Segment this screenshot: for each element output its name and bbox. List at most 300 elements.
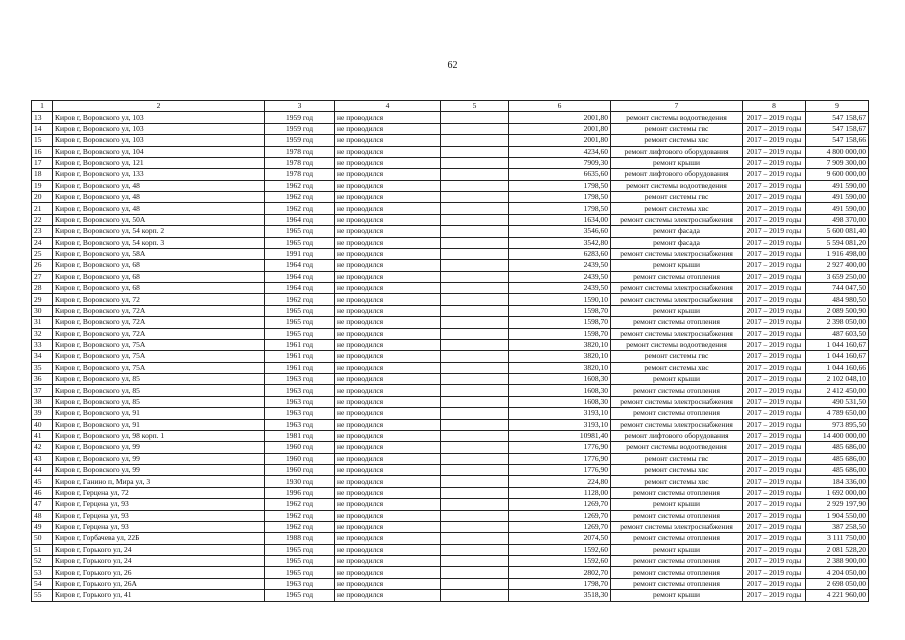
year-built-cell: 1960 год: [265, 453, 335, 464]
area-cell: 2074,50: [509, 533, 611, 544]
area-cell: 6283,60: [509, 248, 611, 259]
row-number-cell: 44: [32, 465, 53, 476]
table-row: [32, 192, 869, 203]
area-cell: 2001,80: [509, 123, 611, 134]
year-built-cell: 1978 год: [265, 169, 335, 180]
column-header: 4: [335, 101, 441, 112]
address-cell: Киров г, Герцена ул, 93: [53, 510, 265, 521]
address-cell: Киров г, Воровского ул, 75А: [53, 339, 265, 350]
address-cell: Киров г, Горького ул, 24: [53, 544, 265, 555]
cost-cell: 2 388 900,00: [806, 556, 869, 567]
address-cell: Киров г, Горького ул, 26: [53, 567, 265, 578]
cost-cell: 4 221 960,00: [806, 590, 869, 601]
table-row: [32, 157, 869, 168]
address-cell: Киров г, Воровского ул, 72А: [53, 317, 265, 328]
empty-cell: [441, 521, 509, 532]
year-built-cell: 1962 год: [265, 510, 335, 521]
table-row: [32, 362, 869, 373]
work-type-cell: ремонт системы хвс: [611, 465, 743, 476]
cost-cell: 1 044 160,66: [806, 362, 869, 373]
area-cell: 2802,70: [509, 567, 611, 578]
work-type-cell: ремонт системы водоотведения: [611, 180, 743, 191]
empty-cell: [441, 214, 509, 225]
period-cell: 2017 – 2019 годы: [743, 351, 806, 362]
cost-cell: 1 916 498,00: [806, 248, 869, 259]
row-number-cell: 15: [32, 135, 53, 146]
last-repair-cell: не проводился: [335, 169, 441, 180]
last-repair-cell: не проводился: [335, 465, 441, 476]
address-cell: Киров г, Воровского ул, 103: [53, 112, 265, 123]
work-type-cell: ремонт системы отопления: [611, 578, 743, 589]
empty-cell: [441, 351, 509, 362]
last-repair-cell: не проводился: [335, 305, 441, 316]
work-type-cell: ремонт системы электроснабжения: [611, 248, 743, 259]
work-type-cell: ремонт крыши: [611, 260, 743, 271]
period-cell: 2017 – 2019 годы: [743, 112, 806, 123]
table-row: [32, 396, 869, 407]
period-cell: 2017 – 2019 годы: [743, 385, 806, 396]
table-row: [32, 283, 869, 294]
cost-cell: 485 686,00: [806, 442, 869, 453]
row-number-cell: 48: [32, 510, 53, 521]
empty-cell: [441, 487, 509, 498]
address-cell: Киров г, Воровского ул, 75А: [53, 362, 265, 373]
address-cell: Киров г, Горького ул, 41: [53, 590, 265, 601]
area-cell: 2001,80: [509, 135, 611, 146]
cost-cell: 2 089 500,90: [806, 305, 869, 316]
period-cell: 2017 – 2019 годы: [743, 271, 806, 282]
last-repair-cell: не проводился: [335, 408, 441, 419]
last-repair-cell: не проводился: [335, 430, 441, 441]
row-number-cell: 52: [32, 556, 53, 567]
cost-cell: 7 909 300,00: [806, 157, 869, 168]
table-row: [32, 237, 869, 248]
table-row: [32, 567, 869, 578]
area-cell: 1269,70: [509, 499, 611, 510]
last-repair-cell: не проводился: [335, 146, 441, 157]
last-repair-cell: не проводился: [335, 351, 441, 362]
period-cell: 2017 – 2019 годы: [743, 453, 806, 464]
row-number-cell: 22: [32, 214, 53, 225]
empty-cell: [441, 157, 509, 168]
area-cell: 1269,70: [509, 510, 611, 521]
cost-cell: 2 398 050,00: [806, 317, 869, 328]
row-number-cell: 41: [32, 430, 53, 441]
year-built-cell: 1959 год: [265, 123, 335, 134]
cost-cell: 491 590,00: [806, 192, 869, 203]
empty-cell: [441, 294, 509, 305]
year-built-cell: 1965 год: [265, 237, 335, 248]
year-built-cell: 1981 год: [265, 430, 335, 441]
row-number-cell: 37: [32, 385, 53, 396]
year-built-cell: 1961 год: [265, 362, 335, 373]
cost-cell: 184 336,00: [806, 476, 869, 487]
table-row: [32, 317, 869, 328]
work-type-cell: ремонт системы гвс: [611, 192, 743, 203]
area-cell: 3820,10: [509, 339, 611, 350]
area-cell: 3193,10: [509, 419, 611, 430]
cost-cell: 487 603,50: [806, 328, 869, 339]
address-cell: Киров г, Воровского ул, 50А: [53, 214, 265, 225]
year-built-cell: 1965 год: [265, 544, 335, 555]
period-cell: 2017 – 2019 годы: [743, 135, 806, 146]
work-type-cell: ремонт системы отопления: [611, 271, 743, 282]
address-cell: Киров г, Воровского ул, 68: [53, 271, 265, 282]
work-type-cell: ремонт системы электроснабжения: [611, 521, 743, 532]
last-repair-cell: не проводился: [335, 578, 441, 589]
address-cell: Киров г, Воровского ул, 72: [53, 294, 265, 305]
cost-cell: 547 158,66: [806, 135, 869, 146]
last-repair-cell: не проводился: [335, 499, 441, 510]
empty-cell: [441, 237, 509, 248]
work-type-cell: ремонт системы гвс: [611, 351, 743, 362]
address-cell: Киров г, Воровского ул, 91: [53, 408, 265, 419]
last-repair-cell: не проводился: [335, 283, 441, 294]
table-row: [32, 430, 869, 441]
table-row: [32, 385, 869, 396]
row-number-cell: 23: [32, 226, 53, 237]
table-row: [32, 351, 869, 362]
empty-cell: [441, 339, 509, 350]
period-cell: 2017 – 2019 годы: [743, 487, 806, 498]
address-cell: Киров г, Воровского ул, 98 корп. 1: [53, 430, 265, 441]
row-number-cell: 40: [32, 419, 53, 430]
year-built-cell: 1960 год: [265, 442, 335, 453]
last-repair-cell: не проводился: [335, 374, 441, 385]
cost-cell: 744 047,50: [806, 283, 869, 294]
last-repair-cell: не проводился: [335, 419, 441, 430]
period-cell: 2017 – 2019 годы: [743, 419, 806, 430]
row-number-cell: 17: [32, 157, 53, 168]
work-type-cell: ремонт системы водоотведения: [611, 442, 743, 453]
last-repair-cell: не проводился: [335, 112, 441, 123]
year-built-cell: 1961 год: [265, 339, 335, 350]
table-row: [32, 590, 869, 601]
period-cell: 2017 – 2019 годы: [743, 226, 806, 237]
last-repair-cell: не проводился: [335, 180, 441, 191]
row-number-cell: 43: [32, 453, 53, 464]
year-built-cell: 1962 год: [265, 294, 335, 305]
area-cell: 3546,60: [509, 226, 611, 237]
row-number-cell: 36: [32, 374, 53, 385]
year-built-cell: 1962 год: [265, 203, 335, 214]
area-cell: 1590,10: [509, 294, 611, 305]
cost-cell: 14 400 000,00: [806, 430, 869, 441]
period-cell: 2017 – 2019 годы: [743, 260, 806, 271]
table-row: [32, 260, 869, 271]
empty-cell: [441, 362, 509, 373]
area-cell: 224,80: [509, 476, 611, 487]
period-cell: 2017 – 2019 годы: [743, 556, 806, 567]
table-row: [32, 521, 869, 532]
work-type-cell: ремонт системы водоотведения: [611, 339, 743, 350]
year-built-cell: 1965 год: [265, 567, 335, 578]
year-built-cell: 1964 год: [265, 283, 335, 294]
cost-cell: 387 258,50: [806, 521, 869, 532]
table-row: [32, 112, 869, 123]
address-cell: Киров г, Горбачева ул, 22Б: [53, 533, 265, 544]
empty-cell: [441, 465, 509, 476]
work-type-cell: ремонт системы электроснабжения: [611, 419, 743, 430]
period-cell: 2017 – 2019 годы: [743, 214, 806, 225]
cost-cell: 1 044 160,67: [806, 351, 869, 362]
row-number-cell: 21: [32, 203, 53, 214]
year-built-cell: 1964 год: [265, 271, 335, 282]
year-built-cell: 1930 год: [265, 476, 335, 487]
empty-cell: [441, 317, 509, 328]
area-cell: 1798,50: [509, 203, 611, 214]
table-row: [32, 374, 869, 385]
row-number-cell: 25: [32, 248, 53, 259]
address-cell: Киров г, Герцена ул, 72: [53, 487, 265, 498]
address-cell: Киров г, Герцена ул, 93: [53, 521, 265, 532]
work-type-cell: ремонт системы электроснабжения: [611, 214, 743, 225]
year-built-cell: 1988 год: [265, 533, 335, 544]
period-cell: 2017 – 2019 годы: [743, 283, 806, 294]
area-cell: 1269,70: [509, 521, 611, 532]
cost-cell: 1 904 550,00: [806, 510, 869, 521]
period-cell: 2017 – 2019 годы: [743, 590, 806, 601]
last-repair-cell: не проводился: [335, 135, 441, 146]
row-number-cell: 53: [32, 567, 53, 578]
area-cell: 1608,30: [509, 385, 611, 396]
last-repair-cell: не проводился: [335, 362, 441, 373]
year-built-cell: 1960 год: [265, 465, 335, 476]
last-repair-cell: не проводился: [335, 533, 441, 544]
work-type-cell: ремонт крыши: [611, 544, 743, 555]
cost-cell: 3 111 750,00: [806, 533, 869, 544]
address-cell: Киров г, Воровского ул, 99: [53, 442, 265, 453]
row-number-cell: 46: [32, 487, 53, 498]
cost-cell: 2 927 400,00: [806, 260, 869, 271]
empty-cell: [441, 260, 509, 271]
area-cell: 3542,80: [509, 237, 611, 248]
table-row: [32, 226, 869, 237]
period-cell: 2017 – 2019 годы: [743, 169, 806, 180]
work-type-cell: ремонт системы отопления: [611, 567, 743, 578]
row-number-cell: 19: [32, 180, 53, 191]
table-row: [32, 248, 869, 259]
table-row: [32, 328, 869, 339]
row-number-cell: 28: [32, 283, 53, 294]
table-row: [32, 339, 869, 350]
address-cell: Киров г, Воровского ул, 48: [53, 180, 265, 191]
year-built-cell: 1963 год: [265, 385, 335, 396]
period-cell: 2017 – 2019 годы: [743, 567, 806, 578]
address-cell: Киров г, Воровского ул, 72А: [53, 305, 265, 316]
column-header: 8: [743, 101, 806, 112]
empty-cell: [441, 419, 509, 430]
table-row: [32, 453, 869, 464]
year-built-cell: 1962 год: [265, 521, 335, 532]
year-built-cell: 1963 год: [265, 419, 335, 430]
year-built-cell: 1962 год: [265, 180, 335, 191]
empty-cell: [441, 556, 509, 567]
area-cell: 1634,00: [509, 214, 611, 225]
work-type-cell: ремонт лифтового оборудования: [611, 169, 743, 180]
period-cell: 2017 – 2019 годы: [743, 123, 806, 134]
address-cell: Киров г, Воровского ул, 68: [53, 260, 265, 271]
table-row: [32, 533, 869, 544]
column-header: 2: [53, 101, 265, 112]
area-cell: 1608,30: [509, 374, 611, 385]
row-number-cell: 32: [32, 328, 53, 339]
cost-cell: 973 895,50: [806, 419, 869, 430]
address-cell: Киров г, Воровского ул, 48: [53, 203, 265, 214]
year-built-cell: 1963 год: [265, 374, 335, 385]
page-number: 62: [447, 60, 458, 71]
work-type-cell: ремонт системы отопления: [611, 385, 743, 396]
empty-cell: [441, 408, 509, 419]
empty-cell: [441, 271, 509, 282]
area-cell: 1608,30: [509, 396, 611, 407]
period-cell: 2017 – 2019 годы: [743, 248, 806, 259]
address-cell: Киров г, Воровского ул, 85: [53, 374, 265, 385]
empty-cell: [441, 248, 509, 259]
area-cell: 3518,30: [509, 590, 611, 601]
period-cell: 2017 – 2019 годы: [743, 362, 806, 373]
column-header: 1: [32, 101, 53, 112]
address-cell: Киров г, Воровского ул, 133: [53, 169, 265, 180]
year-built-cell: 1965 год: [265, 590, 335, 601]
work-type-cell: ремонт крыши: [611, 305, 743, 316]
period-cell: 2017 – 2019 годы: [743, 317, 806, 328]
capital-repair-table: [31, 100, 869, 602]
empty-cell: [441, 578, 509, 589]
last-repair-cell: не проводился: [335, 214, 441, 225]
empty-cell: [441, 192, 509, 203]
address-cell: Киров г, Воровского ул, 58А: [53, 248, 265, 259]
cost-cell: 485 686,00: [806, 453, 869, 464]
table-row: [32, 442, 869, 453]
year-built-cell: 1965 год: [265, 226, 335, 237]
last-repair-cell: не проводился: [335, 192, 441, 203]
table-row: [32, 203, 869, 214]
area-cell: 1798,50: [509, 192, 611, 203]
last-repair-cell: не проводился: [335, 271, 441, 282]
period-cell: 2017 – 2019 годы: [743, 339, 806, 350]
row-number-cell: 33: [32, 339, 53, 350]
column-header: 9: [806, 101, 869, 112]
area-cell: 2439,50: [509, 271, 611, 282]
period-cell: 2017 – 2019 годы: [743, 408, 806, 419]
period-cell: 2017 – 2019 годы: [743, 533, 806, 544]
cost-cell: 491 590,00: [806, 203, 869, 214]
period-cell: 2017 – 2019 годы: [743, 374, 806, 385]
cost-cell: 2 412 450,00: [806, 385, 869, 396]
last-repair-cell: не проводился: [335, 487, 441, 498]
period-cell: 2017 – 2019 годы: [743, 396, 806, 407]
year-built-cell: 1965 год: [265, 317, 335, 328]
area-cell: 3820,10: [509, 362, 611, 373]
row-number-cell: 49: [32, 521, 53, 532]
period-cell: 2017 – 2019 годы: [743, 521, 806, 532]
row-number-cell: 47: [32, 499, 53, 510]
table-row: [32, 465, 869, 476]
table-row: [32, 123, 869, 134]
empty-cell: [441, 112, 509, 123]
address-cell: Киров г, Горького ул, 26А: [53, 578, 265, 589]
work-type-cell: ремонт фасада: [611, 226, 743, 237]
work-type-cell: ремонт системы водоотведения: [611, 112, 743, 123]
table-body: [32, 112, 869, 601]
address-cell: Киров г, Ганино п, Мира ул, 3: [53, 476, 265, 487]
year-built-cell: 1965 год: [265, 328, 335, 339]
address-cell: Киров г, Воровского ул, 99: [53, 453, 265, 464]
period-cell: 2017 – 2019 годы: [743, 430, 806, 441]
cost-cell: 2 698 050,00: [806, 578, 869, 589]
row-number-cell: 29: [32, 294, 53, 305]
row-number-cell: 20: [32, 192, 53, 203]
row-number-cell: 13: [32, 112, 53, 123]
work-type-cell: ремонт системы электроснабжения: [611, 283, 743, 294]
cost-cell: 1 692 000,00: [806, 487, 869, 498]
last-repair-cell: не проводился: [335, 237, 441, 248]
column-header-row: [32, 101, 869, 112]
empty-cell: [441, 533, 509, 544]
area-cell: 2001,80: [509, 112, 611, 123]
cost-cell: 547 158,67: [806, 112, 869, 123]
row-number-cell: 24: [32, 237, 53, 248]
table-row: [32, 510, 869, 521]
work-type-cell: ремонт крыши: [611, 157, 743, 168]
column-header: 6: [509, 101, 611, 112]
row-number-cell: 45: [32, 476, 53, 487]
row-number-cell: 31: [32, 317, 53, 328]
period-cell: 2017 – 2019 годы: [743, 294, 806, 305]
year-built-cell: 1996 год: [265, 487, 335, 498]
period-cell: 2017 – 2019 годы: [743, 476, 806, 487]
period-cell: 2017 – 2019 годы: [743, 192, 806, 203]
address-cell: Киров г, Воровского ул, 72А: [53, 328, 265, 339]
area-cell: 1776,90: [509, 442, 611, 453]
work-type-cell: ремонт системы хвс: [611, 135, 743, 146]
last-repair-cell: не проводился: [335, 442, 441, 453]
row-number-cell: 38: [32, 396, 53, 407]
work-type-cell: ремонт крыши: [611, 590, 743, 601]
table-row: [32, 487, 869, 498]
empty-cell: [441, 328, 509, 339]
address-cell: Киров г, Воровского ул, 99: [53, 465, 265, 476]
work-type-cell: ремонт крыши: [611, 499, 743, 510]
column-header: 5: [441, 101, 509, 112]
row-number-cell: 30: [32, 305, 53, 316]
address-cell: Киров г, Воровского ул, 48: [53, 192, 265, 203]
row-number-cell: 26: [32, 260, 53, 271]
empty-cell: [441, 396, 509, 407]
work-type-cell: ремонт системы электроснабжения: [611, 328, 743, 339]
cost-cell: 3 659 250,00: [806, 271, 869, 282]
empty-cell: [441, 226, 509, 237]
address-cell: Киров г, Воровского ул, 54 корп. 2: [53, 226, 265, 237]
table-row: [32, 544, 869, 555]
cost-cell: 9 600 000,00: [806, 169, 869, 180]
area-cell: 1598,70: [509, 328, 611, 339]
table-row: [32, 578, 869, 589]
period-cell: 2017 – 2019 годы: [743, 203, 806, 214]
table-row: [32, 419, 869, 430]
row-number-cell: 42: [32, 442, 53, 453]
year-built-cell: 1978 год: [265, 157, 335, 168]
area-cell: 1592,60: [509, 556, 611, 567]
work-type-cell: ремонт системы отопления: [611, 317, 743, 328]
cost-cell: 491 590,00: [806, 180, 869, 191]
cost-cell: 1 044 160,67: [806, 339, 869, 350]
area-cell: 1598,70: [509, 317, 611, 328]
year-built-cell: 1963 год: [265, 396, 335, 407]
table-row: [32, 476, 869, 487]
last-repair-cell: не проводился: [335, 590, 441, 601]
